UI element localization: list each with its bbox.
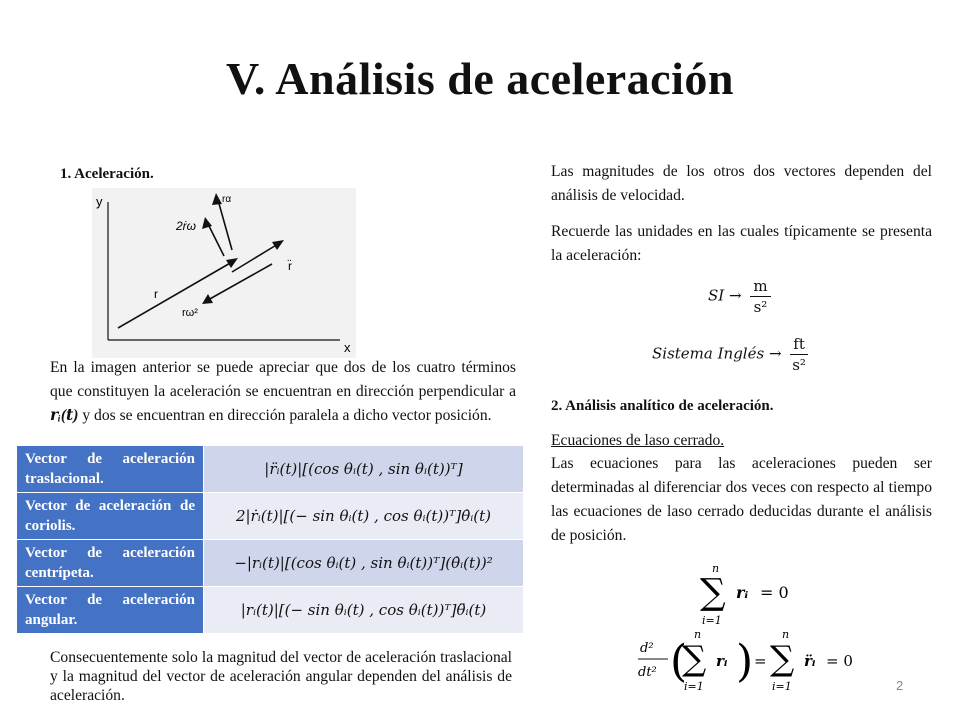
row-equation-angular: |rᵢ(t)|[(− sin θᵢ(t) , cos θᵢ(t))ᵀ]θ̈ᵢ(t) (204, 587, 524, 634)
eq1-rhs: = 0 (760, 583, 789, 602)
r-alpha-label: rα (222, 194, 232, 205)
table-row (17, 540, 524, 587)
unit-si-formula (708, 276, 771, 317)
row-label-centripeta: Vector de aceleración centrípeta. (17, 540, 204, 587)
paragraph1-part-b: y dos se encuentran en dirección paralela a dicho vector posición. (78, 407, 492, 424)
page-number: 2 (896, 678, 904, 693)
table-row (17, 493, 524, 540)
paragraph-loop-equations: Las ecuaciones para las aceleraciones pueden ser determinadas al diferenciar dos veces con respecto al tiempo las ecuaciones de laso cerrado deducidas durante el análisis de posición. (551, 455, 932, 544)
acceleration-vectors-figure (92, 188, 356, 358)
eq2-right-paren: ) (736, 636, 754, 687)
unit-english-numerator: ft (790, 334, 808, 355)
unit-english-fraction (790, 334, 808, 375)
paragraph-velocity-dependence: Las magnitudes de los otros dos vectores dependen del análisis de velocidad. (551, 163, 932, 204)
unit-english-formula (652, 334, 808, 375)
y-axis-label: y (96, 194, 103, 209)
section-heading-analytic: 2. Análisis analítico de aceleración. (551, 398, 774, 414)
loop-equation-second-derivative (636, 628, 876, 698)
paragraph-perpendicular-terms (50, 356, 516, 428)
loop-equation-sum (690, 558, 810, 628)
row-label-traslacional: Vector de aceleración traslacional. (17, 446, 204, 493)
eq2-term: 𝒓ᵢ (716, 652, 728, 670)
r-label: r (154, 287, 158, 301)
eq2-term-2: 𝒓̈ᵢ (804, 652, 816, 670)
row-label-angular: Vector de aceleración angular. (17, 587, 204, 634)
slide-title: V. Análisis de aceleración (226, 53, 734, 104)
eq2-lower-limit: i=1 (684, 680, 704, 693)
unit-si-numerator: m (750, 276, 770, 297)
eq2-upper-limit-2: n (782, 628, 790, 641)
row-equation-centripeta: −|rᵢ(t)|[(cos θᵢ(t) , sin θᵢ(t))ᵀ](θ̇ᵢ(t))² (204, 540, 524, 587)
row-equation-traslacional: |r̈ᵢ(t)|[(cos θᵢ(t) , sin θᵢ(t))ᵀ] (204, 446, 524, 493)
acceleration-vectors-table (16, 445, 524, 634)
eq2-d-numerator: d² (640, 641, 654, 656)
eq2-sigma-2: ∑ (770, 639, 795, 679)
eq2-d-denominator: dt² (638, 665, 657, 680)
row-label-coriolis: Vector de aceleración de coriolis. (17, 493, 204, 540)
x-axis-label: x (344, 340, 351, 355)
table-row (17, 446, 524, 493)
unit-si-fraction (750, 276, 770, 317)
unit-english-label: Sistema Inglés → (652, 344, 782, 363)
paragraph-conclusion: Consecuentemente solo la magnitud del vector de aceleración traslacional y la magnitud del vector de aceleración angular dependen del análisis de aceleración. (50, 649, 512, 704)
eq2-sigma: ∑ (682, 639, 707, 679)
table-row (17, 587, 524, 634)
paragraph1-symbol: 𝒓ᵢ(𝒕) (50, 407, 79, 424)
row-equation-coriolis: 2|ṙᵢ(t)|[(− sin θᵢ(t) , cos θᵢ(t))ᵀ]θ̇ᵢ(t) (204, 493, 524, 540)
coriolis-label: 2ṙω (176, 219, 197, 233)
eq2-left-paren: ( (670, 636, 688, 687)
eq2-lower-limit-2: i=1 (772, 680, 792, 693)
eq1-lower-limit: i=1 (702, 614, 722, 627)
eq1-term: 𝒓ᵢ (736, 583, 749, 602)
paragraph1-part-a: En la imagen anterior se puede apreciar que dos de los cuatro términos que constituyen la aceleración se encuentran en dirección perpendicular a (50, 359, 516, 400)
r-ddot-label: r̈ (288, 259, 292, 273)
r-omega2-label: rω² (182, 307, 198, 319)
eq2-rhs: = 0 (826, 652, 853, 670)
eq1-sigma: ∑ (700, 572, 726, 613)
section-heading-acceleration: 1. Aceleración. (60, 166, 154, 182)
unit-si-label: SI → (708, 286, 742, 305)
unit-english-denominator: s² (792, 356, 806, 374)
paragraph-units-intro: Recuerde las unidades en las cuales típicamente se presenta la aceleración: (551, 223, 932, 264)
eq1-upper-limit: n (712, 562, 720, 575)
eq2-equals: = (754, 652, 767, 670)
unit-si-denominator: s² (753, 298, 768, 316)
eq2-upper-limit: n (694, 628, 702, 641)
loop-equations-heading: Ecuaciones de laso cerrado. (551, 432, 725, 449)
